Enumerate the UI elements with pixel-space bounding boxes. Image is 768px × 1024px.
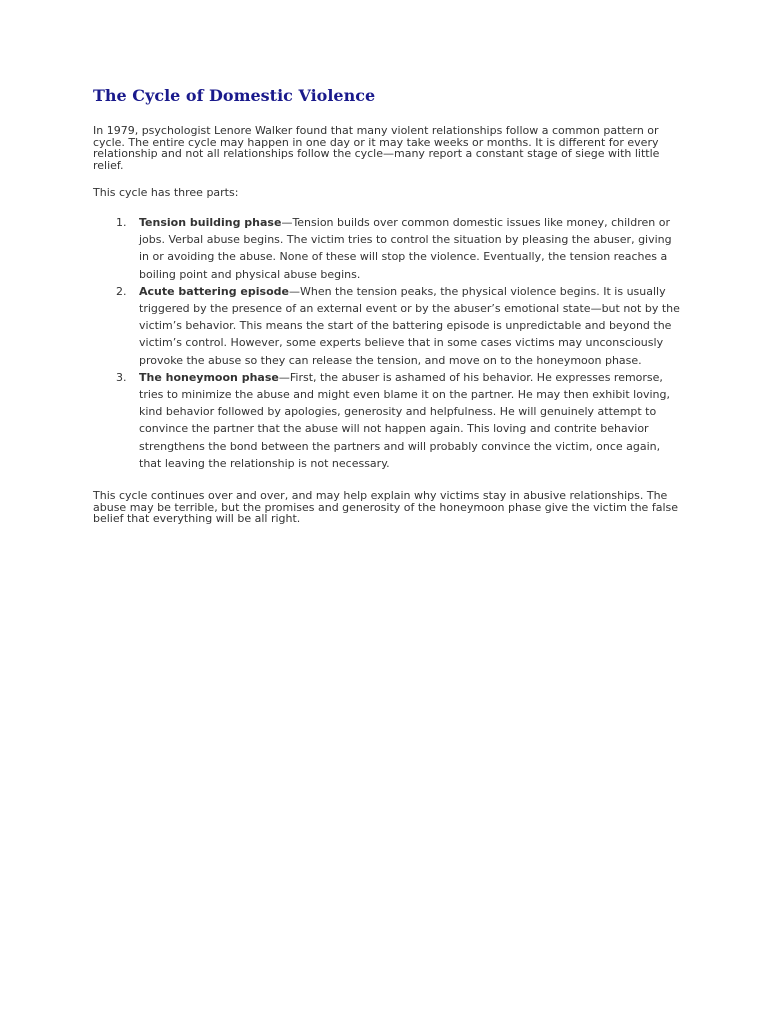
phase-description: —First, the abuser is ashamed of his behavior. He expresses remorse, tries to minimize the abuse and might even blame it on the partner. He may then exhibit loving, kind behavior followed by apologies, generosity and helpfulness. He will genuinely attempt to convince the partner that the abuse will not happen again. This loving and contrite behavior strengthens the bond between the partners and will probably convince the victim, once again, that leaving the relationship is not necessary. bbox=[139, 370, 670, 470]
phase-name: The honeymoon phase bbox=[139, 370, 279, 384]
phase-description: —Tension builds over common domestic issues like money, children or jobs. Verbal abuse begins. The victim tries to control the situation by pleasing the abuser, giving in or avoiding the abuse. None of these will stop the violence. Eventually, the tension reaches a boiling point and physical abuse begins. bbox=[139, 215, 672, 281]
phase-description: —When the tension peaks, the physical violence begins. It is usually triggered by the presence of an external event or by the abuser’s emotional state—but not by the victim’s behavior. This means the start of the battering episode is unpredictable and beyond the victim’s control. However, some experts believe that in some cases victims may unconsciously provoke the abuse so they can release the tension, and move on to the honeymoon phase. bbox=[139, 284, 680, 367]
conclusion-paragraph: This cycle continues over and over, and may help explain why victims stay in abusive relationships. The abuse may be terrible, but the promises and generosity of the honeymoon phase give the victim the false belief that everything will be all right. bbox=[93, 489, 678, 526]
list-item bbox=[93, 283, 683, 369]
phase-name: Acute battering episode bbox=[139, 284, 289, 298]
article-title: The Cycle of Domestic Violence bbox=[93, 86, 376, 105]
list-item-number: 3. bbox=[116, 370, 127, 384]
list-item bbox=[93, 214, 683, 283]
list-item-number: 2. bbox=[116, 284, 127, 298]
phase-name: Tension building phase bbox=[139, 215, 282, 229]
intro-paragraph: In 1979, psychologist Lenore Walker found that many violent relationships follow a common pattern or cycle. The entire cycle may happen in one day or it may take weeks or months. It is different for every relationship and not all relationships follow the cycle—many report a constant stage of siege with little relief. bbox=[93, 124, 660, 172]
list-item-number: 1. bbox=[116, 215, 127, 229]
lead-in-paragraph: This cycle has three parts: bbox=[93, 186, 239, 200]
phase-list bbox=[93, 214, 683, 472]
list-item bbox=[93, 369, 683, 472]
article bbox=[93, 85, 683, 525]
